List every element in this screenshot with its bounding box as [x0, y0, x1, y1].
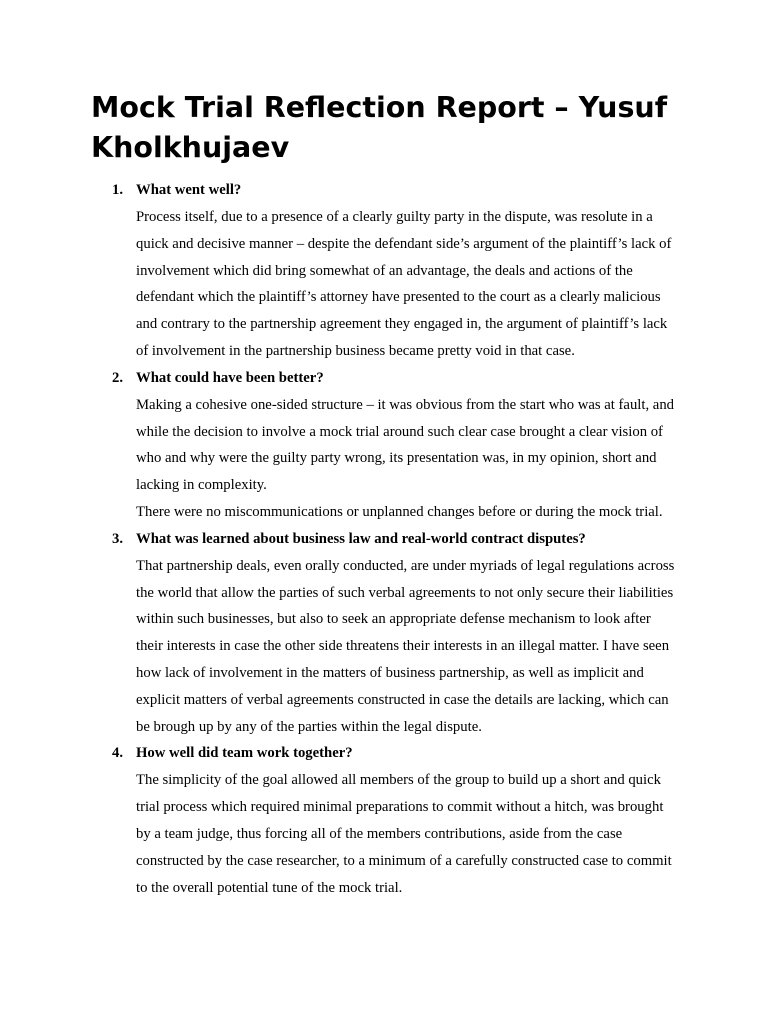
- section-paragraph: That partnership deals, even orally conducted, are under myriads of legal regulations across the world that allow the parties of such verbal agreements to not only secure their liabilities within such businesses, but also to seek an appropriate defense mechanism to look after their interests in case the other side threatens their interests in an illegal matter. I have seen how lack of involvement in the matters of business partnership, as well as implicit and explicit matters of verbal agreements constructed in case the details are lacking, which can be brough up by any of the parties within the legal dispute.: [136, 557, 675, 735]
- section-what-went-well: [91, 177, 691, 365]
- section-paragraph: Process itself, due to a presence of a clearly guilty party in the dispute, was resolute in a quick and decisive manner – despite the defendant side’s argument of the plaintiff’s lack of involvement which did bring somewhat of an advantage, the deals and actions of the defendant which the plaintiff’s attorney have presented to the court as a clearly malicious and contrary to the partnership agreement they engaged in, the argument of plaintiff’s lack of involvement in the partnership business became pretty void in that case.: [136, 209, 672, 359]
- section-paragraph: There were no miscommunications or unplanned changes before or during the mock trial.: [136, 503, 663, 520]
- document-page: [91, 88, 691, 901]
- section-heading: How well did team work together?: [136, 745, 353, 762]
- section-number: 4.: [112, 745, 124, 762]
- document-title: Mock Trial Reflection Report – Yusuf Kholkhujaev: [91, 91, 668, 164]
- section-paragraph: Making a cohesive one-sided structure – it was obvious from the start who was at fault, and while the decision to involve a mock trial around such clear case brought a clear vision of who and why were the guilty party wrong, its presentation was, in my opinion, short and lacking in complexity.: [136, 396, 675, 494]
- section-number: 1.: [112, 182, 124, 198]
- section-number: 2.: [112, 369, 124, 386]
- section-what-was-learned: [91, 526, 691, 741]
- section-heading: What went well?: [136, 182, 242, 198]
- section-what-could-be-better: [91, 365, 691, 526]
- section-heading: What was learned about business law and real-world contract disputes?: [136, 530, 586, 547]
- section-heading: What could have been better?: [136, 369, 324, 386]
- section-paragraph: The simplicity of the goal allowed all members of the group to build up a short and quick trial process which required minimal preparations to commit without a hitch, was brought by a team judge, thus forcing all of the members contributions, aside from the case constructed by the case researcher, to a minimum of a carefully constructed case to commit to the overall potential tune of the mock trial.: [136, 772, 672, 896]
- section-team-work: [91, 740, 691, 901]
- section-number: 3.: [112, 530, 124, 547]
- section-list: [91, 177, 691, 901]
